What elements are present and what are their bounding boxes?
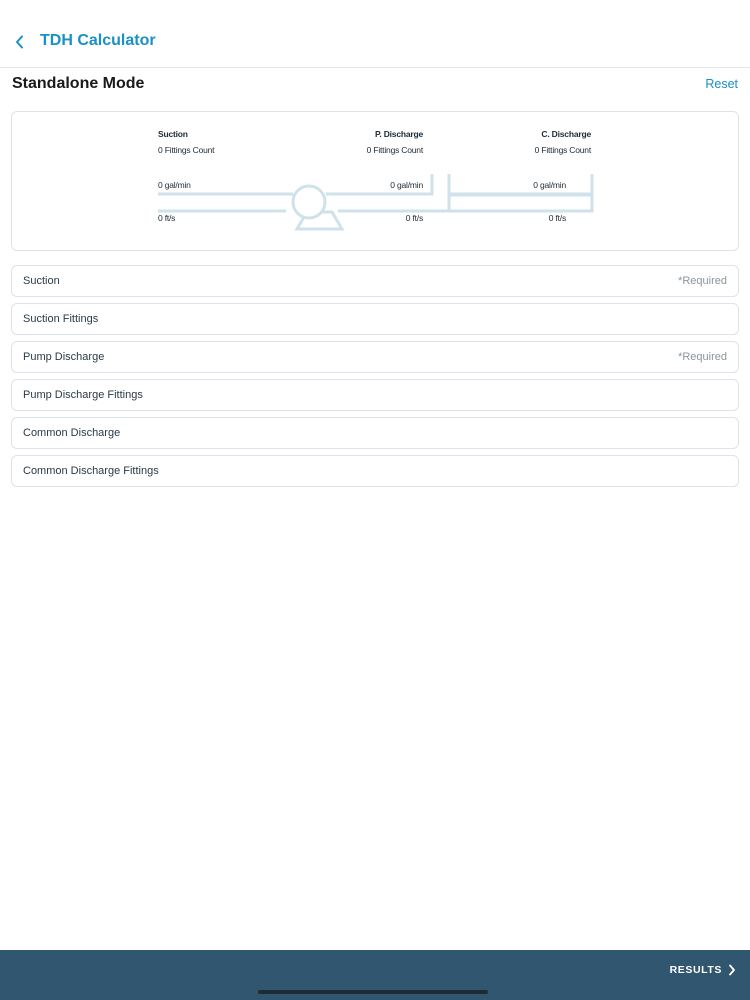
suction-pipe	[158, 194, 293, 211]
pump-discharge-row[interactable]	[11, 341, 739, 373]
suction-fittings-count: 0 Fittings Count	[158, 145, 215, 155]
page-title: TDH Calculator	[40, 32, 156, 49]
suction-flow: 0 gal/min	[158, 180, 191, 190]
p-discharge-velocity: 0 ft/s	[405, 213, 423, 223]
c-discharge-flow: 0 gal/min	[533, 180, 566, 190]
suction-fittings-row[interactable]	[11, 303, 739, 335]
suction-row[interactable]	[11, 265, 739, 297]
common-discharge-fittings-row[interactable]	[11, 455, 739, 487]
row-label: Common Discharge	[23, 427, 121, 439]
p-discharge-flow: 0 gal/min	[390, 180, 423, 190]
chevron-right-icon	[728, 964, 736, 976]
required-badge: *Required	[678, 351, 727, 363]
c-discharge-title: C. Discharge	[541, 129, 591, 139]
home-indicator	[258, 990, 488, 994]
common-discharge-pipe	[449, 174, 592, 211]
suction-title: Suction	[158, 129, 188, 139]
c-discharge-fittings-count: 0 Fittings Count	[534, 145, 591, 155]
bottom-toolbar	[0, 950, 750, 1000]
system-diagram-card	[11, 111, 739, 251]
results-button[interactable]	[670, 960, 736, 980]
suction-velocity: 0 ft/s	[158, 213, 176, 223]
row-label: Pump Discharge	[23, 351, 105, 363]
c-discharge-velocity: 0 ft/s	[548, 213, 566, 223]
row-label: Suction	[23, 275, 60, 287]
p-discharge-fittings-count: 0 Fittings Count	[366, 145, 423, 155]
navigation-bar	[0, 0, 750, 68]
p-discharge-title: P. Discharge	[375, 129, 423, 139]
pump-icon	[293, 186, 342, 229]
row-label: Suction Fittings	[23, 313, 99, 325]
back-button[interactable]	[8, 27, 32, 57]
results-label: RESULTS	[669, 964, 722, 976]
row-label: Pump Discharge Fittings	[23, 389, 143, 401]
pump-discharge-fittings-row[interactable]	[11, 379, 739, 411]
chevron-left-icon[interactable]	[15, 35, 25, 49]
required-badge: *Required	[678, 275, 727, 287]
row-label: Common Discharge Fittings	[23, 465, 159, 477]
mode-title: Standalone Mode	[12, 75, 145, 92]
reset-button[interactable]: Reset	[705, 77, 738, 91]
common-discharge-row[interactable]	[11, 417, 739, 449]
